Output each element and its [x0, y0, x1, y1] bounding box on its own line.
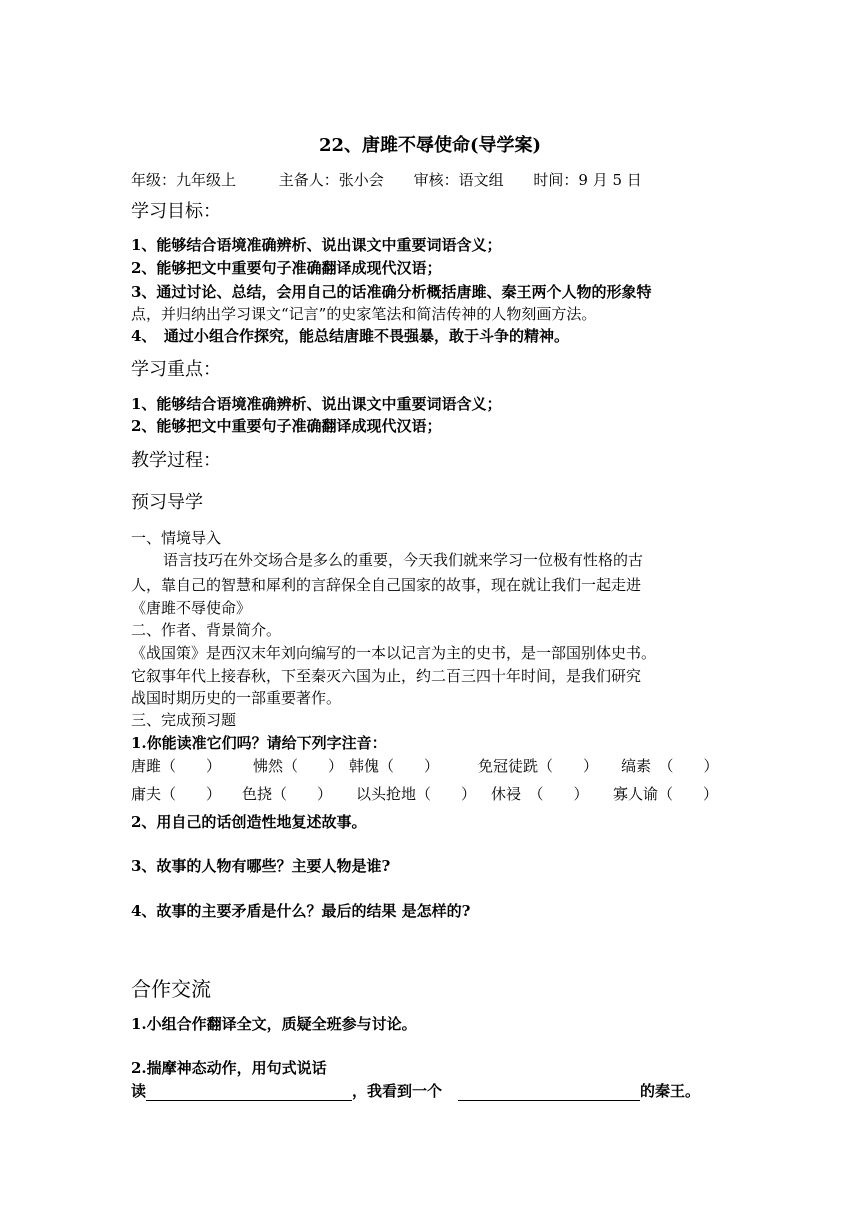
goals-heading: 学习目标：: [131, 201, 221, 222]
pinyin-item: 怫然（ ）: [253, 757, 344, 775]
keypoint-item: 1、能够结合语境准确辨析、说出课文中重要词语含义；: [131, 395, 502, 413]
pinyin-item: 庸夫（ ）: [131, 785, 222, 803]
keypoints-heading: 学习重点：: [131, 359, 221, 380]
preview-heading: 预习导学: [131, 492, 203, 513]
goal-item: 2、能够把文中重要句子准确翻译成现代汉语；: [131, 259, 442, 277]
grade: 年级：九年级上: [131, 171, 237, 189]
pinyin-item: 色挠（ ）: [242, 785, 333, 803]
question-1: 1.你能读准它们吗？请给下列字注音：: [131, 734, 387, 752]
question-2: 2、用自己的话创造性地复述故事。: [131, 813, 367, 831]
pinyin-item: 休祲 （ ）: [491, 785, 589, 803]
fill-in-sentence: [131, 1081, 700, 1101]
pinyin-item: 免冠徒跣（ ）: [478, 757, 599, 775]
pinyin-row-1: [131, 755, 736, 777]
paragraph-line: 人，靠自己的智慧和犀利的言辞保全自己国家的故事，现在就让我们一起走进: [131, 576, 642, 594]
section-title: 一、情境导入: [131, 529, 222, 547]
process-heading: 教学过程：: [131, 450, 221, 471]
keypoint-item: 2、能够把文中重要句子准确翻译成现代汉语；: [131, 417, 442, 435]
fill-mid-label: ，我看到一个: [352, 1082, 443, 1100]
paragraph-line: 战国时期历史的一部重要著作。: [131, 689, 342, 707]
paragraph-line: 《战国策》是西汉末年刘向编写的一本以记言为主的史书，是一部国别体史书。: [131, 644, 657, 662]
pinyin-row-2: [131, 783, 736, 805]
goal-item: 点，并归纳出学习课文“记言”的史家笔法和简洁传神的人物刻画方法。: [131, 305, 597, 323]
fill-blank-1[interactable]: [146, 1084, 352, 1101]
pinyin-item: 寡人谕（ ）: [613, 785, 719, 803]
fill-blank-2[interactable]: [458, 1084, 640, 1101]
goal-item: 4、 通过小组合作探究，能总结唐雎不畏强暴，敢于斗争的精神。: [131, 327, 569, 345]
pinyin-item: 缟素 （ ）: [621, 757, 719, 775]
coop-item-1: 1.小组合作翻译全文，质疑全班参与讨论。: [131, 1015, 417, 1033]
pinyin-item: 以头抢地（ ）: [356, 785, 477, 803]
paragraph-line: 《唐雎不辱使命》: [131, 599, 252, 617]
goal-item: 1、能够结合语境准确辨析、说出课文中重要词语含义；: [131, 236, 502, 254]
reviewer: 审核：语文组: [413, 171, 504, 189]
fill-end-label: 的秦王。: [640, 1082, 701, 1100]
question-3: 3、故事的人物有哪些？主要人物是谁?: [131, 857, 391, 875]
pinyin-item: 唐雎（ ）: [131, 757, 222, 775]
fill-read-label: 读: [131, 1082, 147, 1100]
paragraph-line: 它叙事年代上接春秋，下至秦灭六国为止，约二百三四十年时间，是我们研究: [131, 667, 642, 685]
goal-item: 3、通过讨论、总结，会用自己的话准确分析概括唐雎、秦王两个人物的形象特: [131, 283, 652, 301]
page-title: 22、唐雎不辱使命(导学案): [318, 135, 542, 156]
pinyin-item: 韩傀（ ）: [349, 757, 440, 775]
question-4: 4、故事的主要矛盾是什么？最后的结果 是怎样的?: [131, 902, 471, 920]
paragraph-line: 语言技巧在外交场合是多么的重要，今天我们就来学习一位极有性格的古: [163, 551, 644, 569]
section-title: 三、完成预习题: [131, 711, 237, 729]
coop-heading: 合作交流: [131, 977, 211, 1001]
preparer: 主备人：张小会: [278, 171, 384, 189]
meta-line: [131, 170, 642, 190]
time: 时间：9 月 5 日: [533, 171, 642, 189]
coop-item-2: 2.揣摩神态动作，用句式说话: [131, 1059, 327, 1077]
section-title: 二、作者、背景简介。: [131, 621, 282, 639]
